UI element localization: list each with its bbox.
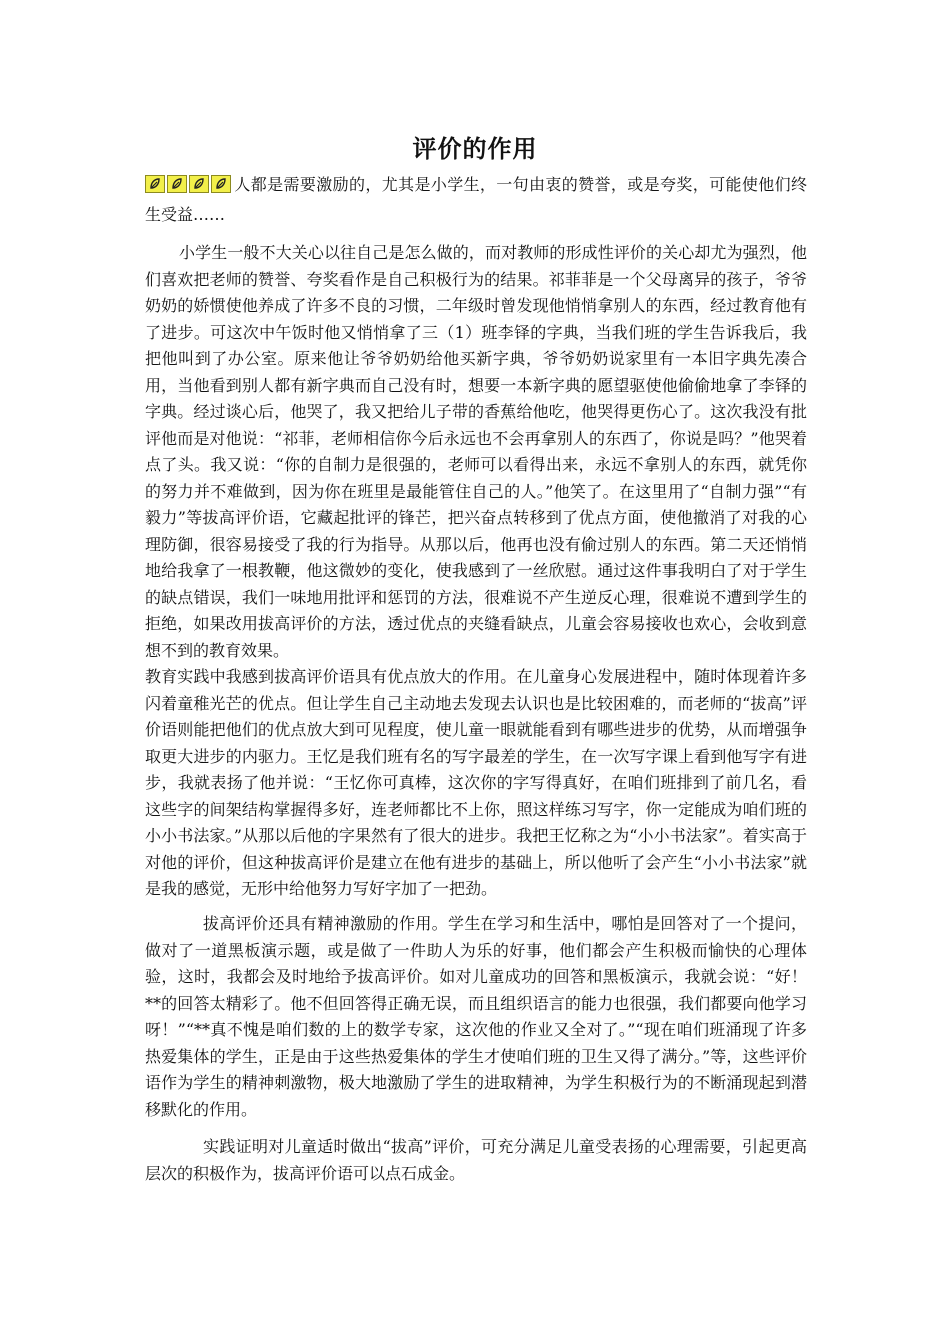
leaf-icon (167, 175, 187, 193)
leaf-icon (145, 175, 165, 193)
intro-text: 人都是需要激励的，尤其是小学生，一句由衷的赞誉，或是夸奖，可能使他们终生受益…… (145, 175, 807, 224)
body-paragraph-4: 实践证明对儿童适时做出“拔高”评价，可充分满足儿童受表扬的心理需要，引起更高层次的积极作为，拔高评价语可以点石成金。 (145, 1137, 807, 1183)
body-paragraph-2: 教育实践中我感到拔高评价语具有优点放大的作用。在儿童身心发展进程中，随时体现着许多闪着童稚光芒的优点。但让学生自己主动地去发现去认识也是比较困难的，而老师的“拔高”评价语则能把他们的优点放大到可见程度，使儿童一眼就能看到有哪些进步的优势，从而增强争取更大进步的内驱力。王忆是我们班有名的写字最差的学生，在一次写字课上看到他写字有进步，我就表扬了他并说：“王忆你可真棒，这次你的字写得真好，在咱们班排到了前几名，看这些字的间架结构掌握得多好，连老师都比不上你，照这样练习写字，你一定能成为咱们班的小小书法家。”从那以后他的字果然有了很大的进步。我把王忆称之为“小小书法家”。着实高于对他的评价，但这种拔高评价是建立在他有进步的基础上，所以他听了会产生“小小书法家”就是我的感觉，无形中给他努力写好字加了一把劲。 (145, 667, 807, 898)
body-paragraph-1: 小学生一般不大关心以往自己是怎么做的，而对教师的形成性评价的关心却尤为强烈，他们喜欢把老师的赞誉、夸奖看作是自己积极行为的结果。祁菲菲是一个父母离异的孩子，爷爷奶奶的娇惯使他养成了许多不良的习惯，二年级时曾发现他悄悄拿别人的东西，经过教育他有了进步。可这次中午饭时他又悄悄拿了三（1）班李铎的字典，当我们班的学生告诉我后，我把他叫到了办公室。原来他让爷爷奶奶给他买新字典，爷爷奶奶说家里有一本旧字典先凑合用，当他看到别人都有新字典而自己没有时，想要一本新字典的愿望驱使他偷偷地拿了李铎的字典。经过谈心后，他哭了，我又把给儿子带的香蕉给他吃，他哭得更伤心了。这次我没有批评他而是对他说：“祁菲，老师相信你今后永远也不会再拿别人的东西了，你说是吗？”他哭着点了头。我又说：“你的自制力是很强的，老师可以看得出来，永远不拿别人的东西，就凭你的努力并不难做到，因为你在班里是最能管住自己的人。”他笑了。在这里用了“自制力强”“有毅力”等拔高评价语，它藏起批评的锋芒，把兴奋点转移到了优点方面，使他撤消了对我的心理防御，很容易接受了我的行为指导。从那以后，他再也没有偷过别人的东西。第二天还悄悄地给我拿了一根教鞭，他这微妙的变化，使我感到了一丝欣慰。通过这件事我明白了对于学生的缺点错误，我们一味地用批评和惩罚的方法，很难说不产生逆反心理，很难说不遭到学生的拒绝，如果改用拔高评价的方法，透过优点的夹缝看缺点，儿童会容易接收也欢心，会收到意想不到的教育效果。 (145, 243, 807, 660)
leaf-icon (211, 175, 231, 193)
document-title: 评价的作用 (412, 135, 538, 163)
leaf-icon (189, 175, 209, 193)
body-paragraph-3: 拔高评价还具有精神激励的作用。学生在学习和生活中，哪怕是回答对了一个提问，做对了一道黑板演示题，或是做了一件助人为乐的好事，他们都会产生积极而愉快的心理体验，这时，我都会及时地给予拔高评价。如对儿童成功的回答和黑板演示，我就会说：“好！**的回答太精彩了。他不但回答得正确无误，而且组织语言的能力也很强，我们都要向他学习呀！”“**真不愧是咱们数的上的数学专家，这次他的作业又全对了。”“现在咱们班涌现了许多热爱集体的学生，正是由于这些热爱集体的学生才使咱们班的卫生又得了满分。”等，这些评价语作为学生的精神刺激物，极大地激励了学生的进取精神，为学生积极行为的不断涌现起到潜移默化的作用。 (145, 914, 807, 1119)
decoration-icons (145, 175, 233, 202)
intro-paragraph (145, 172, 807, 228)
